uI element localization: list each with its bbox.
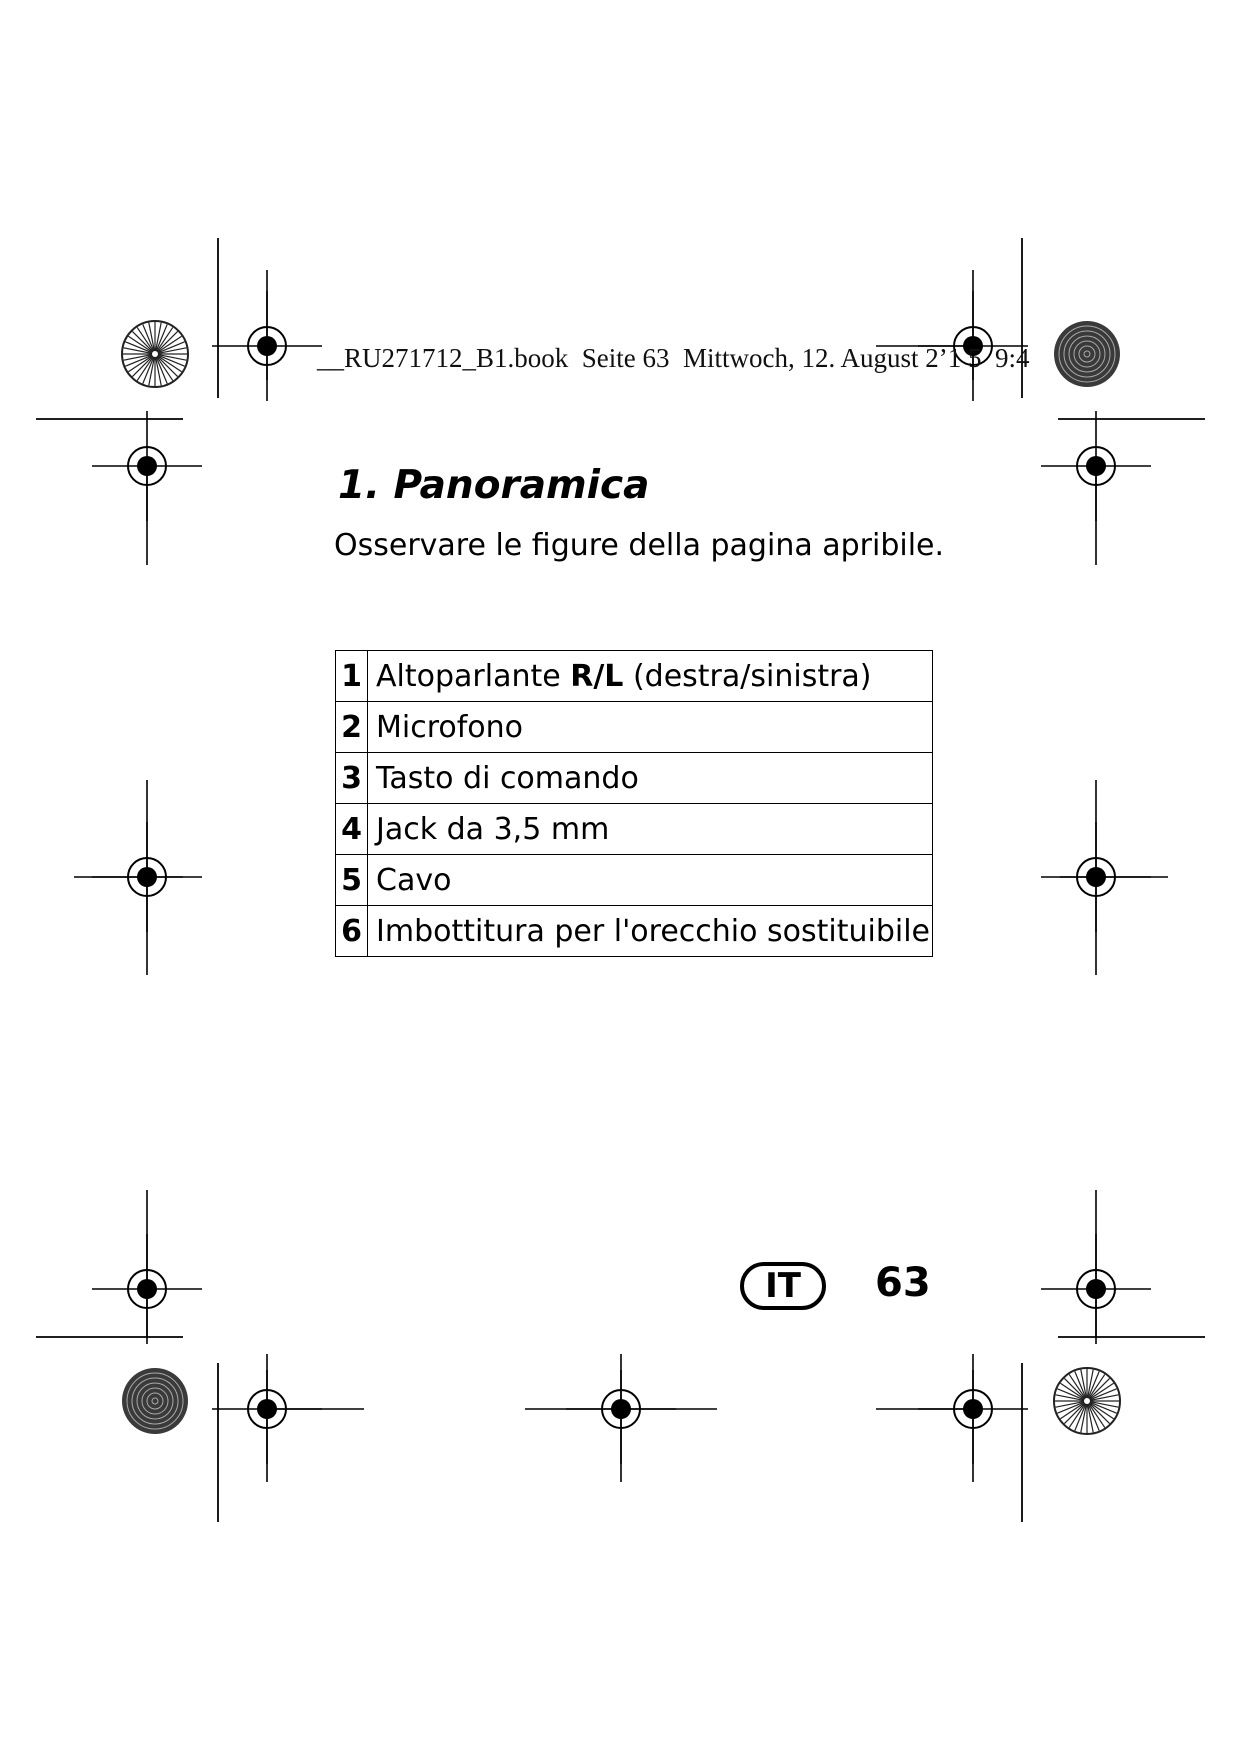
part-description-text: Altoparlante: [376, 658, 571, 694]
part-description-text: (destra/sinistra): [623, 658, 872, 694]
part-number: 1: [336, 651, 368, 702]
table-row: [336, 702, 933, 753]
parts-table: [335, 650, 933, 957]
starburst-mark-top-left: [122, 321, 188, 387]
part-description: Cavo: [368, 855, 933, 906]
table-row: [336, 855, 933, 906]
part-description: Imbottitura per l'orecchio sostituibile: [368, 906, 933, 957]
part-number: 2: [336, 702, 368, 753]
ring-mark-top-right: [1054, 321, 1120, 387]
part-number: 3: [336, 753, 368, 804]
part-description: Microfono: [368, 702, 933, 753]
table-row: [336, 753, 933, 804]
page-number: 63: [875, 1260, 931, 1306]
part-description: [368, 651, 933, 702]
print-header-line: __RU271712_B1.book Seite 63 Mittwoch, 12. August 2’1 5 9:4: [317, 343, 1030, 373]
section-title: 1. Panoramica: [338, 463, 650, 508]
part-description-bold: R/L: [570, 658, 624, 694]
table-row: [336, 651, 933, 702]
table-row: [336, 804, 933, 855]
starburst-mark-bottom-right: [1054, 1368, 1120, 1434]
intro-text: Osservare le figure della pagina apribile.: [334, 528, 945, 563]
language-badge: IT: [740, 1262, 826, 1310]
ring-mark-bottom-left: [122, 1368, 188, 1434]
table-row: [336, 906, 933, 957]
part-number: 4: [336, 804, 368, 855]
part-description: Jack da 3,5 mm: [368, 804, 933, 855]
part-description: Tasto di comando: [368, 753, 933, 804]
part-number: 5: [336, 855, 368, 906]
part-number: 6: [336, 906, 368, 957]
